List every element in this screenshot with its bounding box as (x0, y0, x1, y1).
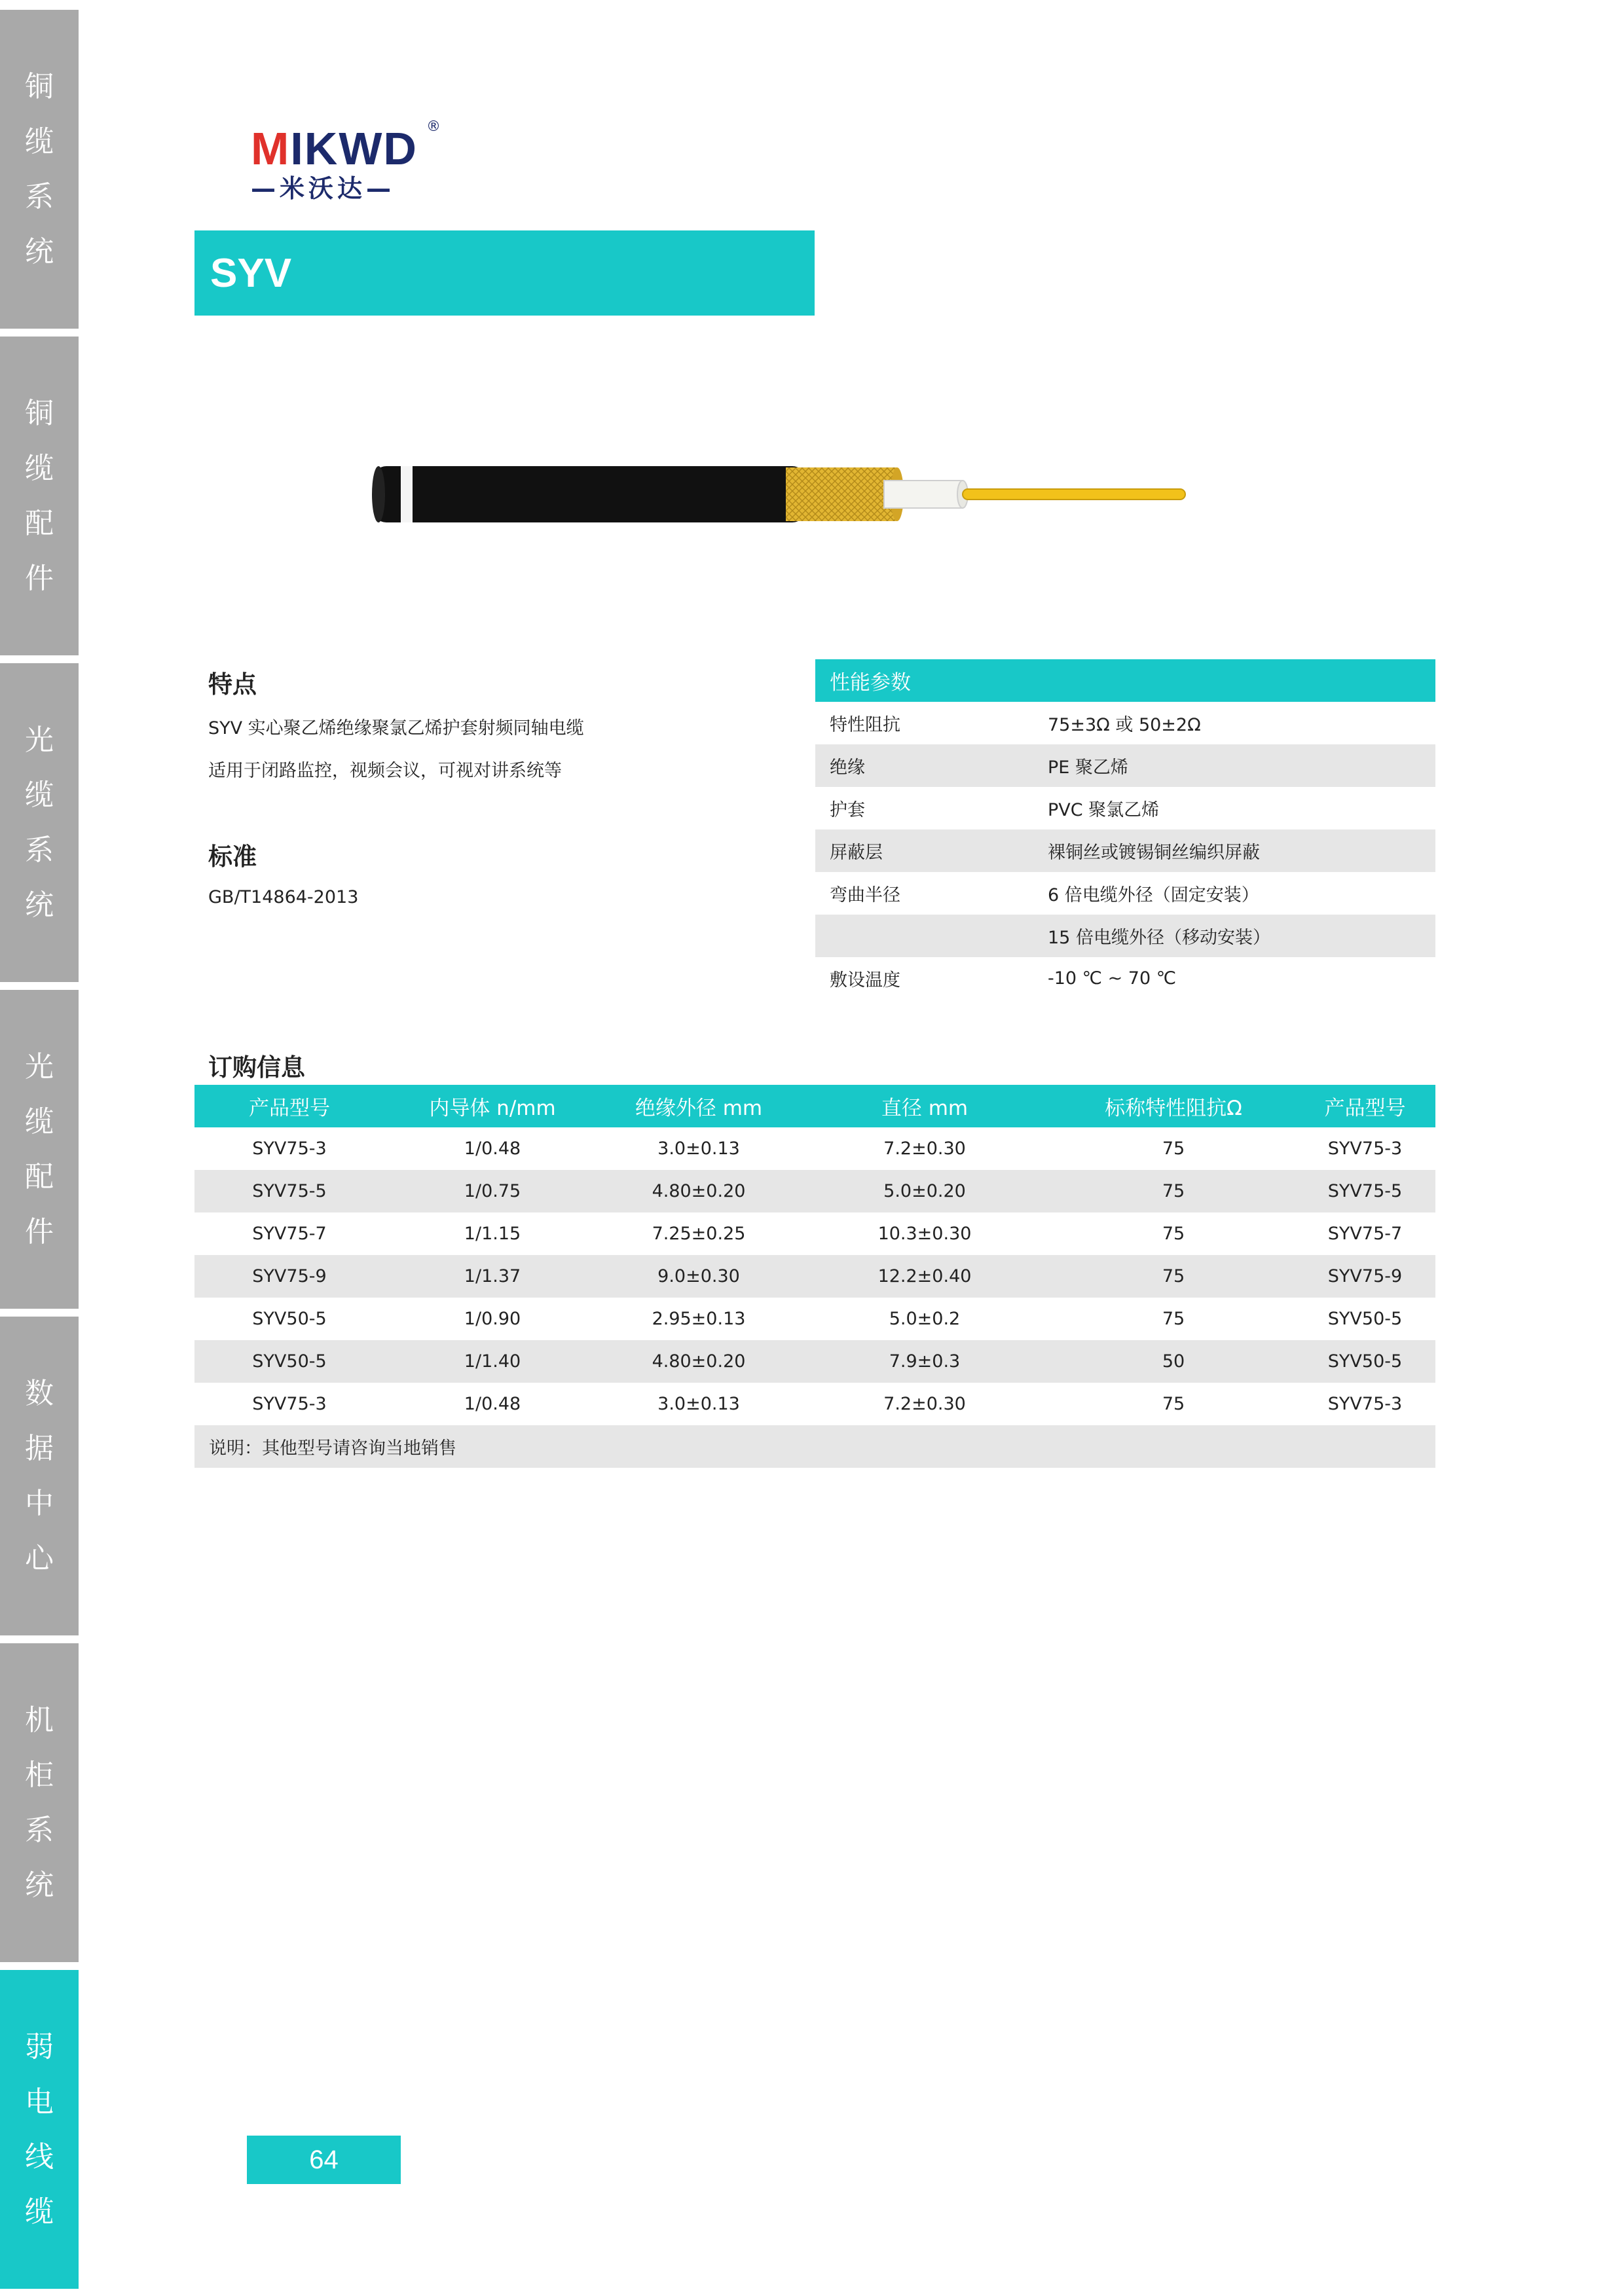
table-cell: 75 (1162, 1266, 1185, 1286)
order-table (194, 1085, 1435, 1468)
table-cell: 4.80±0.20 (652, 1351, 746, 1372)
order-column-header: 产品型号 (1324, 1097, 1406, 1120)
side-tab-char: 弱 (25, 2030, 54, 2064)
features-heading: 特点 (208, 670, 257, 699)
performance-value: 6 倍电缆外径（固定安装） (1048, 885, 1259, 905)
table-cell: SYV50-5 (1327, 1351, 1403, 1372)
table-cell: SYV50-5 (1327, 1309, 1403, 1329)
table-cell: SYV75-9 (1327, 1266, 1403, 1286)
table-row (194, 1340, 1435, 1383)
table-cell: SYV50-5 (252, 1351, 327, 1372)
order-table-header (194, 1085, 1435, 1127)
table-cell: SYV75-5 (252, 1181, 327, 1201)
side-tab-char: 统 (25, 1868, 54, 1902)
side-tab-char: 系 (25, 179, 54, 213)
side-tab-char: 缆 (25, 1104, 54, 1139)
side-tab-char: 件 (25, 561, 54, 595)
side-tab-char: 铜 (25, 396, 54, 430)
side-tab-char: 配 (25, 506, 54, 540)
table-row (194, 1170, 1435, 1212)
order-column-header: 直径 mm (881, 1097, 969, 1120)
side-tab-char: 统 (25, 888, 54, 922)
table-cell: 9.0±0.30 (657, 1266, 740, 1286)
performance-table (815, 659, 1435, 1000)
performance-key: 特性阻抗 (830, 715, 900, 735)
performance-value: 15 倍电缆外径（移动安装） (1048, 928, 1270, 948)
performance-key: 屏蔽层 (830, 843, 883, 863)
logo-letter-m: M (251, 123, 291, 174)
performance-rows (815, 702, 1435, 1000)
side-tab-char: 中 (25, 1486, 54, 1520)
table-cell: 75 (1162, 1224, 1185, 1244)
table-cell: 7.25±0.25 (652, 1224, 746, 1244)
table-cell: SYV75-9 (252, 1266, 327, 1286)
order-column-header: 内导体 n/mm (429, 1097, 556, 1120)
product-title-bar (194, 230, 815, 316)
table-cell: 75 (1162, 1139, 1185, 1159)
side-tab-char: 柜 (25, 1758, 54, 1792)
order-table-body (194, 1127, 1435, 1425)
side-tab-char: 件 (25, 1214, 54, 1248)
table-cell: 75 (1162, 1181, 1185, 1201)
page-number-text: 64 (309, 2145, 339, 2174)
table-cell: SYV75-7 (1327, 1224, 1403, 1244)
performance-value: -10 ℃ ~ 70 ℃ (1048, 968, 1177, 989)
table-cell: 3.0±0.13 (657, 1139, 740, 1159)
table-cell: 1/1.40 (464, 1351, 521, 1372)
performance-table-header: 性能参数 (815, 659, 1435, 702)
table-cell: 10.3±0.30 (877, 1224, 972, 1244)
table-cell: SYV75-3 (1327, 1394, 1403, 1414)
order-column-header: 标称特性阻抗Ω (1105, 1097, 1242, 1120)
table-cell: 5.0±0.20 (883, 1181, 966, 1201)
side-tab-char: 配 (25, 1159, 54, 1194)
performance-row (815, 829, 1435, 872)
performance-row (815, 702, 1435, 744)
product-title: SYV (210, 250, 292, 296)
logo-letters: IKWD (290, 123, 418, 174)
side-tab-char: 光 (25, 723, 54, 757)
table-row (194, 1298, 1435, 1340)
side-tab-3[interactable] (0, 663, 79, 982)
coaxial-cable-illustration (367, 452, 1244, 530)
side-tab-char: 系 (25, 1813, 54, 1847)
table-cell: 7.9±0.3 (889, 1351, 961, 1372)
performance-value: PVC 聚氯乙烯 (1048, 800, 1160, 820)
table-cell: 1/0.90 (464, 1309, 521, 1329)
side-tab-6[interactable] (0, 1643, 79, 1962)
performance-row (815, 915, 1435, 957)
side-tab-5[interactable] (0, 1317, 79, 1635)
table-row (194, 1127, 1435, 1170)
side-tab-1[interactable] (0, 10, 79, 329)
table-cell: SYV75-3 (252, 1139, 327, 1159)
feature-line-2: 适用于闭路监控，视频会议，可视对讲系统等 (208, 761, 562, 781)
side-navigation (0, 0, 79, 2296)
page-number (247, 2136, 401, 2184)
registered-mark: ® (426, 118, 441, 135)
table-cell: 5.0±0.2 (889, 1309, 961, 1329)
table-cell: 2.95±0.13 (652, 1309, 746, 1329)
side-tab-2[interactable] (0, 337, 79, 655)
standard-value: GB/T14864-2013 (208, 887, 359, 907)
side-tab-char: 铜 (25, 69, 54, 103)
table-cell: 50 (1162, 1351, 1185, 1372)
side-tab-char: 数 (25, 1376, 54, 1410)
side-tab-4[interactable] (0, 990, 79, 1309)
table-cell: 75 (1162, 1309, 1185, 1329)
side-tab-char: 系 (25, 833, 54, 867)
table-cell: 12.2±0.40 (877, 1266, 972, 1286)
logo-chinese-name: —米沃达— (251, 174, 396, 203)
table-cell: SYV50-5 (252, 1309, 327, 1329)
table-cell: 7.2±0.30 (883, 1139, 966, 1159)
performance-value: 75±3Ω 或 50±2Ω (1048, 715, 1201, 735)
side-tab-char: 心 (25, 1541, 54, 1575)
side-tab-char: 光 (25, 1049, 54, 1084)
performance-key: 绝缘 (830, 757, 865, 778)
side-tab-char: 缆 (25, 124, 54, 158)
side-tab-char: 缆 (25, 778, 54, 812)
table-cell: 75 (1162, 1394, 1185, 1414)
order-heading: 订购信息 (208, 1053, 305, 1082)
side-tab-7[interactable] (0, 1970, 79, 2289)
performance-value: PE 聚乙烯 (1048, 757, 1128, 778)
performance-row (815, 744, 1435, 787)
side-tab-char: 缆 (25, 2195, 54, 2229)
side-tab-char: 机 (25, 1703, 54, 1737)
table-cell: SYV75-7 (252, 1224, 327, 1244)
side-tab-char: 线 (25, 2140, 54, 2174)
performance-key: 敷设温度 (830, 970, 900, 991)
table-cell: 1/0.75 (464, 1181, 521, 1201)
feature-line-1: SYV 实心聚乙烯绝缘聚氯乙烯护套射频同轴电缆 (208, 718, 584, 738)
table-cell: 1/0.48 (464, 1394, 521, 1414)
performance-key: 弯曲半径 (830, 885, 900, 905)
side-tab-char: 据 (25, 1431, 54, 1465)
order-column-header: 产品型号 (249, 1097, 330, 1120)
table-cell: 1/1.15 (464, 1224, 521, 1244)
standard-heading: 标准 (208, 843, 257, 871)
performance-row (815, 787, 1435, 829)
table-row (194, 1212, 1435, 1255)
table-cell: SYV75-5 (1327, 1181, 1403, 1201)
performance-key: 护套 (830, 800, 865, 820)
table-row (194, 1383, 1435, 1425)
table-cell: 1/0.48 (464, 1139, 521, 1159)
table-cell: 3.0±0.13 (657, 1394, 740, 1414)
side-tab-char: 缆 (25, 451, 54, 485)
order-note: 说明：其他型号请咨询当地销售 (194, 1425, 1435, 1468)
table-cell: 4.80±0.20 (652, 1181, 746, 1201)
performance-row (815, 957, 1435, 1000)
table-cell: SYV75-3 (1327, 1139, 1403, 1159)
brand-logo (251, 118, 447, 203)
side-tab-char: 电 (25, 2085, 54, 2119)
performance-row (815, 872, 1435, 915)
side-tab-char: 统 (25, 234, 54, 268)
order-column-header: 绝缘外径 mm (635, 1097, 763, 1120)
table-cell: 7.2±0.30 (883, 1394, 966, 1414)
performance-value: 裸铜丝或镀锡铜丝编织屏蔽 (1048, 843, 1260, 863)
table-cell: SYV75-3 (252, 1394, 327, 1414)
table-row (194, 1255, 1435, 1298)
table-cell: 1/1.37 (464, 1266, 521, 1286)
